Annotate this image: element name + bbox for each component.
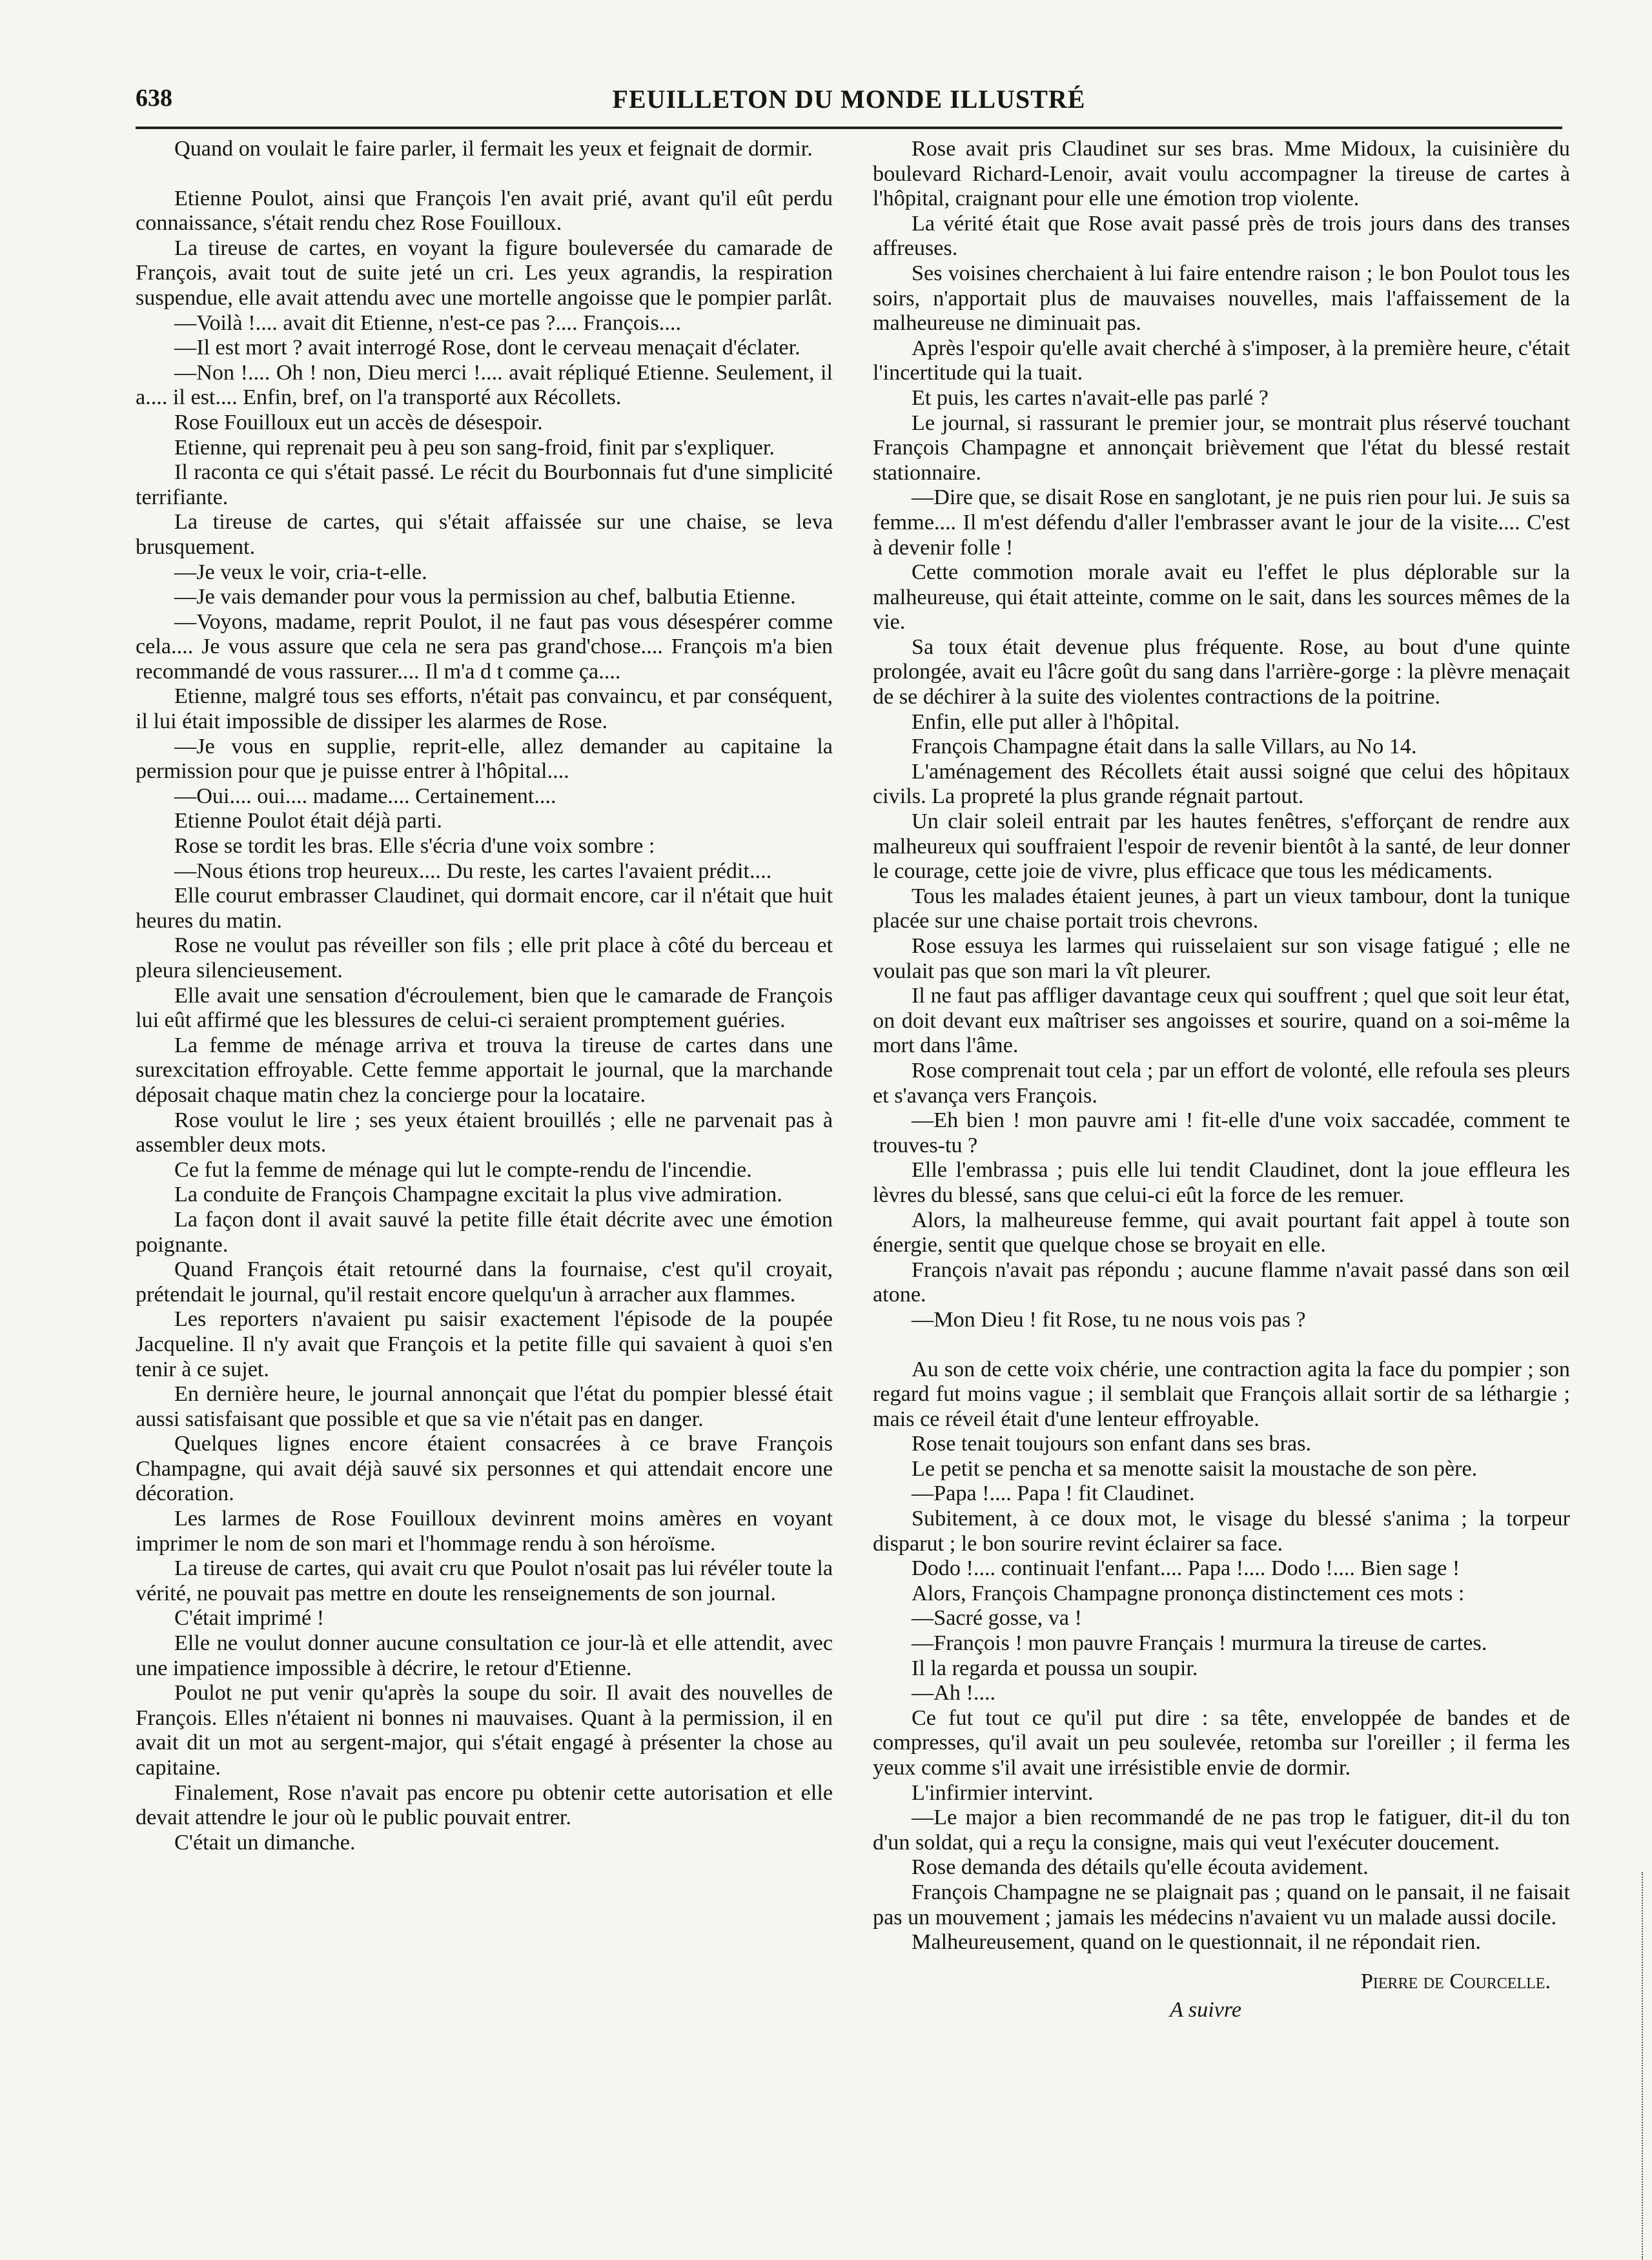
paragraph: Il la regarda et poussa un soupir. bbox=[912, 1656, 1198, 1680]
paragraph: —François ! mon pauvre Français ! murmura la tireuse de cartes. bbox=[912, 1631, 1487, 1656]
paragraph: La façon dont il avait sauvé la petite fille était décrite avec une émotion poignante. bbox=[136, 1207, 833, 1257]
paragraph: Rose tenait toujours son enfant dans ses bras. bbox=[912, 1432, 1312, 1456]
paragraph: Rose essuya les larmes qui ruisselaient sur son visage fatigué ; elle ne voulait pas que son mari la vît pleurer. bbox=[873, 934, 1570, 983]
paragraph: Les larmes de Rose Fouilloux devinrent moins amères en voyant imprimer le nom de son mari et l'hommage rendu à son héroïsme. bbox=[136, 1507, 833, 1556]
paragraph: La tireuse de cartes, qui avait cru que Poulot n'osait pas lui révéler toute la vérité, ne pouvait pas mettre en doute les renseignements de son journal. bbox=[136, 1556, 833, 1605]
paragraph: En dernière heure, le journal annonçait que l'état du pompier blessé était aussi satisfaisant que possible et que sa vie n'était pas en danger. bbox=[136, 1382, 833, 1431]
paragraph: Rose comprenait tout cela ; par un effort de volonté, elle refoula ses pleurs et s'avança vers François. bbox=[873, 1058, 1570, 1108]
paragraph: François Champagne ne se plaignait pas ; quand on le pansait, il ne faisait pas un mouvement ; jamais les médecins n'avaient vu un malade aussi docile. bbox=[873, 1880, 1570, 1929]
paragraph: L'aménagement des Récollets était aussi soigné que celui des hôpitaux civils. La propreté la plus grande régnait partout. bbox=[873, 759, 1570, 809]
paragraph: Quand François était retourné dans la fournaise, c'est qu'il croyait, prétendait le journal, qu'il restait encore quelqu'un à arracher aux flammes. bbox=[136, 1257, 833, 1307]
paragraph: Alors, la malheureuse femme, qui avait pourtant fait appel à toute son énergie, sentit que quelque chose se broyait en elle. bbox=[873, 1208, 1570, 1257]
paragraph: Alors, François Champagne prononça distinctement ces mots : bbox=[912, 1581, 1465, 1605]
paragraph: Elle courut embrasser Claudinet, qui dormait encore, car il n'était que huit heures du matin. bbox=[136, 884, 833, 933]
paragraph: —Papa !.... Papa ! fit Claudinet. bbox=[912, 1481, 1195, 1506]
paragraph: Après l'espoir qu'elle avait cherché à s'imposer, à la première heure, c'était l'incertitude qui la tuait. bbox=[873, 336, 1570, 385]
paragraph: Rose Fouilloux eut un accès de désespoir. bbox=[174, 410, 543, 434]
paragraph: Dodo !.... continuait l'enfant.... Papa !.... Dodo !.... Bien sage ! bbox=[912, 1556, 1460, 1581]
paragraph: Etienne, malgré tous ses efforts, n'était pas convaincu, et par conséquent, il lui était impossible de dissiper les alarmes de Rose. bbox=[136, 684, 833, 734]
paragraph: Quand on voulait le faire parler, il fermait les yeux et feignait de dormir. bbox=[174, 137, 813, 161]
paragraph: Rose se tordit les bras. Elle s'écria d'une voix sombre : bbox=[174, 834, 655, 859]
paragraph: Il raconta ce qui s'était passé. Le récit du Bourbonnais fut d'une simplicité terrifiante. bbox=[136, 460, 833, 509]
paragraph: Rose voulut le lire ; ses yeux étaient brouillés ; elle ne parvenait pas à assembler deux mots. bbox=[136, 1108, 833, 1157]
page-number: 638 bbox=[136, 85, 172, 112]
paragraph: Ses voisines cherchaient à lui faire entendre raison ; le bon Poulot tous les soirs, n'apportait plus de mauvaises nouvelles, mais l'affaissement de la malheureuse ne diminuait pas. bbox=[873, 261, 1570, 336]
paragraph: Rose avait pris Claudinet sur ses bras. Mme Midoux, la cuisinière du boulevard Richard-Lenoir, avait voulu accompagner la tireuse de cartes à l'hôpital, craignant pour elle une émotion trop violente. bbox=[873, 137, 1570, 211]
paragraph: —Nous étions trop heureux.... Du reste, les cartes l'avaient prédit.... bbox=[174, 859, 772, 883]
paragraph: —Ah !.... bbox=[912, 1681, 996, 1705]
paragraph: —Voilà !.... avait dit Etienne, n'est-ce pas ?.... François.... bbox=[174, 310, 681, 335]
paragraph: Ce fut la femme de ménage qui lut le compte-rendu de l'incendie. bbox=[174, 1157, 752, 1182]
paragraph: François n'avait pas répondu ; aucune flamme n'avait passé dans son œil atone. bbox=[873, 1257, 1570, 1307]
paragraph: Quelques lignes encore étaient consacrées à ce brave François Champagne, qui avait déjà sauvé six personnes et qui attendait encore une décoration. bbox=[136, 1432, 833, 1506]
paragraph: Les reporters n'avaient pu saisir exactement l'épisode de la poupée Jacqueline. Il n'y avait que François et la petite fille qui savaient à quoi s'en tenir à ce sujet. bbox=[136, 1307, 833, 1381]
paragraph: Etienne Poulot, ainsi que François l'en avait prié, avant qu'il eût perdu connaissance, s'était rendu chez Rose Fouilloux. bbox=[136, 186, 833, 236]
paragraph: Ce fut tout ce qu'il put dire : sa tête, enveloppée de bandes et de compresses, qu'il avait un peu soulevée, retomba sur l'oreiller ; il ferma les yeux comme s'il avait une irrésistible envie de dormir. bbox=[873, 1705, 1570, 1780]
paragraph: Etienne, qui reprenait peu à peu son sang-froid, finit par s'expliquer. bbox=[174, 435, 775, 460]
paragraph: Elle avait une sensation d'écroulement, bien que le camarade de François lui eût affirmé que les blessures de celui-ci seraient promptement guéries. bbox=[136, 983, 833, 1033]
paragraph: Rose ne voulut pas réveiller son fils ; elle prit place à côté du berceau et pleura silencieusement. bbox=[136, 933, 833, 982]
author-signature: Pierre de Courcelle. bbox=[1360, 1969, 1551, 1993]
page-header bbox=[136, 84, 1562, 129]
paragraph: Enfin, elle put aller à l'hôpital. bbox=[912, 709, 1180, 734]
right-column bbox=[873, 137, 1570, 2023]
left-column bbox=[136, 137, 833, 1855]
running-title: FEUILLETON DU MONDE ILLUSTRÉ bbox=[612, 85, 1086, 114]
paragraph: Cette commotion morale avait eu l'effet le plus déplorable sur la malheureuse, qui était atteinte, comme on le sait, dans les sources mêmes de la vie. bbox=[873, 560, 1570, 635]
paragraph: Au son de cette voix chérie, une contraction agita la face du pompier ; son regard fut moins vague ; il semblait que François allait sortir de sa léthargie ; mais ce réveil était d'une lenteur effroyable. bbox=[873, 1357, 1570, 1431]
paragraph: François Champagne était dans la salle Villars, au No 14. bbox=[912, 735, 1417, 759]
paragraph: —Je veux le voir, cria-t-elle. bbox=[174, 560, 427, 584]
paragraph: C'était un dimanche. bbox=[174, 1830, 356, 1855]
paragraph: La femme de ménage arriva et trouva la tireuse de cartes dans une surexcitation effroyable. Cette femme apportait le journal, que la marchande déposait chaque matin chez la concierge pour la locataire. bbox=[136, 1033, 833, 1107]
paragraph: —Non !.... Oh ! non, Dieu merci !.... avait répliqué Etienne. Seulement, il a.... il est.... Enfin, bref, on l'a transporté aux Récollets. bbox=[136, 360, 833, 410]
paragraph: Malheureusement, quand on le questionnait, il ne répondait rien. bbox=[912, 1930, 1481, 1955]
paragraph: Le journal, si rassurant le premier jour, se montrait plus réservé touchant François Champagne et annonçait brièvement que l'état du blessé restait stationnaire. bbox=[873, 411, 1570, 485]
paragraph: Elle l'embrassa ; puis elle lui tendit Claudinet, dont la joue effleura les lèvres du blessé, sans que celui-ci eût la force de les remuer. bbox=[873, 1158, 1570, 1207]
paragraph: —Je vous en supplie, reprit-elle, allez demander au capitaine la permission pour que je puisse entrer à l'hôpital.... bbox=[136, 734, 833, 784]
paragraph: Poulot ne put venir qu'après la soupe du soir. Il avait des nouvelles de François. Elles n'étaient ni bonnes ni mauvaises. Quant à la permission, il en avait dit un mot au sergent-major, qui s'était engagé à présenter la chose au capitaine. bbox=[136, 1681, 833, 1780]
paragraph: La vérité était que Rose avait passé près de trois jours dans des transes affreuses. bbox=[873, 211, 1570, 261]
paragraph: La tireuse de cartes, qui s'était affaissée sur une chaise, se leva brusquement. bbox=[136, 510, 833, 559]
paragraph: Subitement, à ce doux mot, le visage du blessé s'anima ; la torpeur disparut ; le bon sourire revint éclairer sa face. bbox=[873, 1507, 1570, 1556]
paragraph: —Je vais demander pour vous la permission au chef, balbutia Etienne. bbox=[174, 585, 796, 609]
to-be-continued: A suivre bbox=[1170, 1998, 1242, 2022]
paragraph: —Voyons, madame, reprit Poulot, il ne faut pas vous désespérer comme cela.... Je vous assure que cela ne sera pas grand'chose.... François m'a bien recommandé de vous rassurer.... Il m'a d t comme ça.... bbox=[136, 609, 833, 684]
paragraph: Et puis, les cartes n'avait-elle pas parlé ? bbox=[912, 385, 1269, 410]
page-edge bbox=[1642, 1872, 1652, 2259]
paragraph: —Oui.... oui.... madame.... Certainement.... bbox=[174, 784, 556, 808]
paragraph: Rose demanda des détails qu'elle écouta avidement. bbox=[912, 1855, 1369, 1880]
paragraph: L'infirmier intervint. bbox=[912, 1780, 1094, 1805]
paragraph: Un clair soleil entrait par les hautes fenêtres, s'efforçant de rendre aux malheureux qui souffraient l'espoir de revenir bientôt à la santé, de leur donner le courage, cette joie de vivre, plus efficace que tous les médicaments. bbox=[873, 809, 1570, 884]
paragraph: C'était imprimé ! bbox=[174, 1606, 325, 1631]
paragraph: —Sacré gosse, va ! bbox=[912, 1606, 1082, 1631]
paragraph: —Eh bien ! mon pauvre ami ! fit-elle d'une voix saccadée, comment te trouves-tu ? bbox=[873, 1108, 1570, 1157]
paragraph: La conduite de François Champagne excitait la plus vive admiration. bbox=[174, 1183, 782, 1207]
header-rule bbox=[136, 127, 1562, 129]
paragraph: —Le major a bien recommandé de ne pas trop le fatiguer, dit-il du ton d'un soldat, qui a reçu la consigne, mais qui veut l'exécuter doucement. bbox=[873, 1806, 1570, 1855]
paragraph: —Dire que, se disait Rose en sanglotant, je ne puis rien pour lui. Je suis sa femme.... Il m'est défendu d'aller l'embrasser avant le jour de la visite.... C'est à devenir folle ! bbox=[873, 485, 1570, 560]
paragraph: La tireuse de cartes, en voyant la figure bouleversée du camarade de François, avait tout de suite jeté un cri. Les yeux agrandis, la respiration suspendue, elle avait attendu avec une mortelle angoisse que le pompier parlât. bbox=[136, 236, 833, 310]
paragraph: Etienne Poulot était déjà parti. bbox=[174, 809, 442, 833]
paragraph: Elle ne voulut donner aucune consultation ce jour-là et elle attendit, avec une impatience impossible à décrire, le retour d'Etienne. bbox=[136, 1631, 833, 1680]
paragraph: —Mon Dieu ! fit Rose, tu ne nous vois pas ? bbox=[912, 1307, 1306, 1332]
paragraph: Le petit se pencha et sa menotte saisit la moustache de son père. bbox=[912, 1456, 1478, 1481]
paragraph: Finalement, Rose n'avait pas encore pu obtenir cette autorisation et elle devait attendre le jour où le public pouvait entrer. bbox=[136, 1780, 833, 1830]
paragraph: Il ne faut pas affliger davantage ceux qui souffrent ; quel que soit leur état, on doit devant eux maîtriser ses angoisses et sourire, quand on a soi-même la mort dans l'âme. bbox=[873, 984, 1570, 1058]
paragraph: Tous les malades étaient jeunes, à part un vieux tambour, dont la tunique placée sur une chaise portait trois chevrons. bbox=[873, 884, 1570, 933]
paragraph: Sa toux était devenue plus fréquente. Rose, au bout d'une quinte prolongée, avait eu l'âcre goût du sang dans l'arrière-gorge : la plèvre menaçait de se déchirer à la suite des violentes contractions de la poitrine. bbox=[873, 635, 1570, 709]
paragraph: —Il est mort ? avait interrogé Rose, dont le cerveau menaçait d'éclater. bbox=[174, 336, 801, 360]
